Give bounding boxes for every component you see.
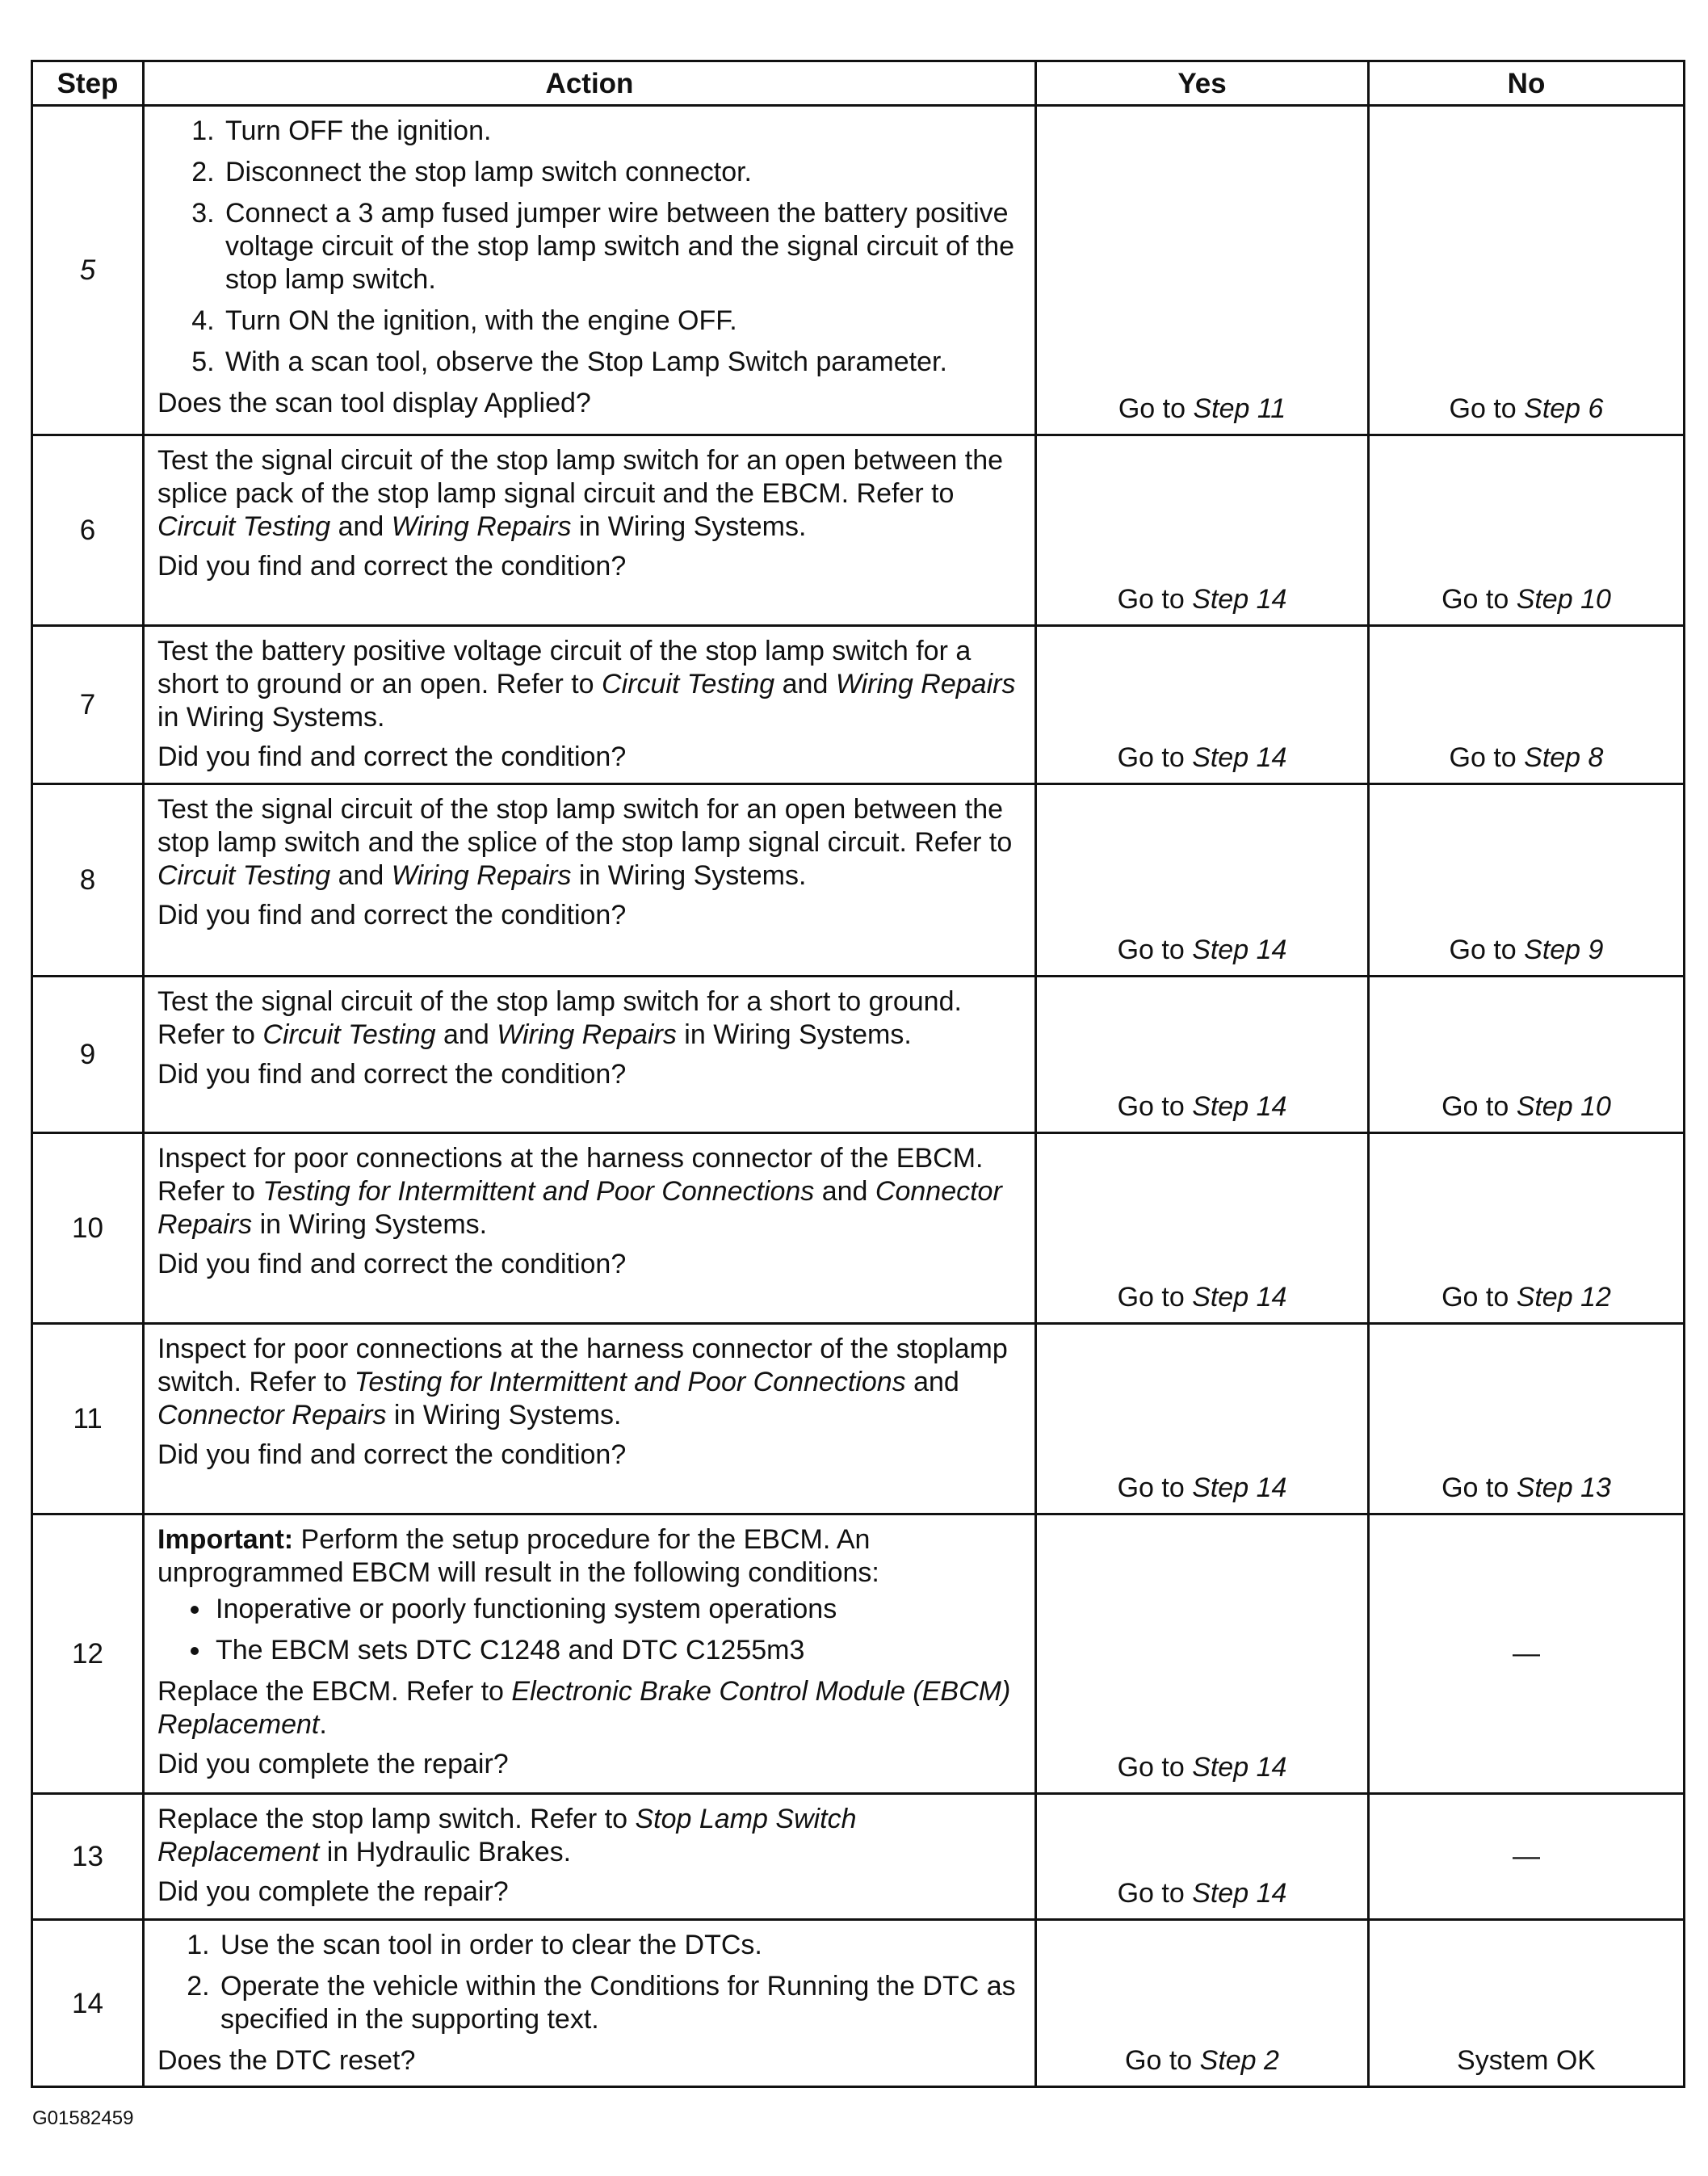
yes-step-ref: Step 14 (1192, 1752, 1287, 1783)
table-row (32, 1133, 1685, 1324)
action-cell (144, 784, 1036, 977)
diagnostic-table (31, 60, 1685, 2088)
list-item: 1. Turn OFF the ignition. (222, 115, 1022, 148)
action-cell (144, 106, 1036, 435)
action-cell (144, 1920, 1036, 2087)
yes-cell: Go to Step 14 (1036, 1514, 1369, 1794)
list-item: 2. Disconnect the stop lamp switch connector. (222, 156, 1022, 189)
no-cell: Go to Step 10 (1369, 435, 1685, 626)
yes-step-ref: Step 14 (1192, 1091, 1287, 1122)
table-row (32, 784, 1685, 977)
yes-cell: Go to Step 14 (1036, 435, 1369, 626)
table-row (32, 626, 1685, 784)
header-no: No (1369, 61, 1685, 106)
conditions-list (157, 1593, 1022, 1667)
no-cell: Go to Step 10 (1369, 977, 1685, 1133)
action-text: Test the signal circuit of the stop lamp switch for an open between the splice pack of the stop lamp signal circuit and the EBCM. Refer to Circuit Testing and Wiring Repairs in Wiring Systems. (157, 445, 1004, 542)
no-cell: System OK (1369, 1920, 1685, 2087)
header-yes: Yes (1036, 61, 1369, 106)
yes-step-ref: Step 14 (1192, 1472, 1287, 1503)
question: Did you find and correct the condition? (157, 1439, 627, 1470)
list-item: 3. Connect a 3 amp fused jumper wire between the battery positive voltage circuit of the stop lamp switch and the signal circuit of the stop lamp switch. (222, 197, 1022, 296)
yes-cell: Go to Step 14 (1036, 1133, 1369, 1324)
no-step-ref: Step 10 (1516, 584, 1611, 615)
figure-id: G01582459 (32, 2107, 134, 2129)
action-text: Inspect for poor connections at the harness connector of the EBCM. Refer to Testing for Intermittent and Poor Connections and Connector Repairs in Wiring Systems. (157, 1143, 1002, 1240)
yes-step-ref: Step 14 (1192, 935, 1287, 965)
action-cell (144, 1133, 1036, 1324)
action-cell (144, 1514, 1036, 1794)
no-step-ref: Step 13 (1516, 1472, 1611, 1503)
step-number: 11 (32, 1324, 144, 1514)
yes-step-ref: Step 14 (1192, 584, 1287, 615)
question: Did you find and correct the condition? (157, 551, 627, 582)
header-step: Step (32, 61, 144, 106)
list-item: • The EBCM sets DTC C1248 and DTC C1255m3 (212, 1634, 1022, 1667)
question: Did you find and correct the condition? (157, 1249, 627, 1279)
action-text: Replace the stop lamp switch. Refer to Stop Lamp Switch Replacement in Hydraulic Brakes. (157, 1804, 857, 1867)
table-row (32, 1794, 1685, 1920)
yes-cell: Go to Step 14 (1036, 626, 1369, 784)
yes-prefix: Go to (1118, 393, 1194, 424)
step-number: 13 (32, 1794, 144, 1920)
no-prefix: Go to (1449, 393, 1525, 424)
action-cell (144, 1794, 1036, 1920)
step-number: 5 (32, 106, 144, 435)
table-row (32, 1324, 1685, 1514)
action-text: Test the signal circuit of the stop lamp switch for an open between the stop lamp switch and the splice of the stop lamp signal circuit. Refer to Circuit Testing and Wiring Repairs in Wiring Systems. (157, 794, 1013, 891)
procedure-list (157, 1929, 1022, 2036)
yes-step-ref: Step 2 (1199, 2045, 1279, 2076)
step-number: 7 (32, 626, 144, 784)
header-action: Action (144, 61, 1036, 106)
step-number: 8 (32, 784, 144, 977)
important-note: Important: Perform the setup procedure for the EBCM. An unprogrammed EBCM will result in the following conditions: (157, 1524, 879, 1588)
step-number: 6 (32, 435, 144, 626)
action-text: Test the signal circuit of the stop lamp switch for a short to ground. Refer to Circuit Testing and Wiring Repairs in Wiring Systems. (157, 986, 962, 1050)
action-cell (144, 977, 1036, 1133)
no-cell (1369, 106, 1685, 435)
yes-step-ref: Step 14 (1192, 1282, 1287, 1313)
yes-cell: Go to Step 2 (1036, 1920, 1369, 2087)
no-cell: — (1369, 1794, 1685, 1920)
header-row (32, 61, 1685, 106)
yes-cell (1036, 106, 1369, 435)
no-cell: Go to Step 12 (1369, 1133, 1685, 1324)
table-row (32, 1514, 1685, 1794)
no-cell: — (1369, 1514, 1685, 1794)
action-cell (144, 435, 1036, 626)
no-cell: Go to Step 13 (1369, 1324, 1685, 1514)
yes-cell: Go to Step 14 (1036, 977, 1369, 1133)
action-text: Replace the EBCM. Refer to Electronic Brake Control Module (EBCM) Replacement. (157, 1676, 1011, 1740)
yes-step-ref: Step 14 (1192, 742, 1287, 773)
table-row (32, 977, 1685, 1133)
no-cell: Go to Step 8 (1369, 626, 1685, 784)
no-step-ref: Step 6 (1524, 393, 1604, 424)
no-cell: Go to Step 9 (1369, 784, 1685, 977)
procedure-list (157, 115, 1022, 379)
yes-step-ref: Step 11 (1193, 393, 1286, 424)
step-number: 12 (32, 1514, 144, 1794)
table-row (32, 435, 1685, 626)
question: Did you find and correct the condition? (157, 1059, 627, 1090)
question: Did you complete the repair? (157, 1749, 509, 1779)
yes-cell: Go to Step 14 (1036, 1794, 1369, 1920)
step-number: 9 (32, 977, 144, 1133)
yes-cell: Go to Step 14 (1036, 1324, 1369, 1514)
question: Does the DTC reset? (157, 2045, 416, 2076)
list-item: 4. Turn ON the ignition, with the engine OFF. (222, 305, 1022, 338)
list-item: 2. Operate the vehicle within the Conditions for Running the DTC as specified in the supporting text. (217, 1970, 1022, 2036)
list-item: 5. With a scan tool, observe the Stop Lamp Switch parameter. (222, 346, 1022, 379)
action-cell (144, 626, 1036, 784)
list-item: • Inoperative or poorly functioning system operations (212, 1593, 1022, 1626)
step-number: 10 (32, 1133, 144, 1324)
question: Did you find and correct the condition? (157, 741, 627, 772)
yes-cell: Go to Step 14 (1036, 784, 1369, 977)
yes-step-ref: Step 14 (1192, 1878, 1287, 1909)
step-number: 14 (32, 1920, 144, 2087)
question: Did you find and correct the condition? (157, 900, 627, 930)
list-item: 1. Use the scan tool in order to clear the DTCs. (217, 1929, 1022, 1962)
no-step-ref: Step 8 (1524, 742, 1604, 773)
no-step-ref: Step 9 (1524, 935, 1604, 965)
table-row (32, 1920, 1685, 2087)
question: Did you complete the repair? (157, 1876, 509, 1907)
action-cell (144, 1324, 1036, 1514)
table-row (32, 106, 1685, 435)
question: Does the scan tool display Applied? (157, 388, 591, 418)
action-text: Inspect for poor connections at the harness connector of the stoplamp switch. Refer to Testing for Intermittent and Poor Connections and Connector Repairs in Wiring Systems. (157, 1334, 1008, 1430)
important-label: Important: (157, 1524, 294, 1555)
no-step-ref: Step 10 (1516, 1091, 1611, 1122)
no-step-ref: Step 12 (1516, 1282, 1611, 1313)
action-text: Test the battery positive voltage circuit of the stop lamp switch for a short to ground or an open. Refer to Circuit Testing and Wiring Repairs in Wiring Systems. (157, 636, 1016, 733)
